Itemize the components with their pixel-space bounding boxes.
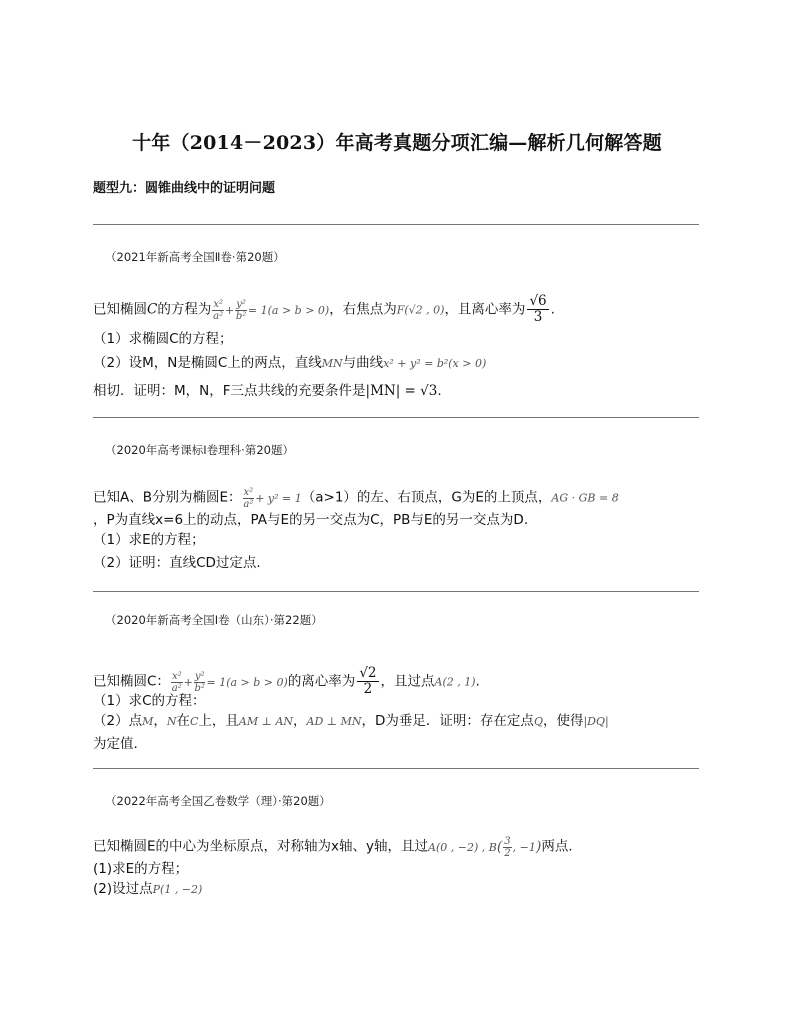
math: MN [321, 357, 343, 370]
text: ，D为垂足．证明：存在定点 [361, 713, 534, 729]
eccentricity-fraction: $\frac{√2}{2}$ [359, 665, 377, 697]
text: ，且离心率为 [444, 301, 526, 318]
math: M [142, 715, 154, 728]
divider [93, 224, 699, 225]
text: 在 [176, 713, 190, 729]
text: . [437, 383, 442, 399]
divider [93, 768, 699, 769]
math: Q [533, 715, 543, 728]
dot-product: AG · GB = 8 [551, 491, 619, 505]
section-subtitle: 题型九：圆锥曲线中的证明问题 [93, 181, 276, 196]
point: A(2 , 1) [434, 675, 476, 689]
problem-text: （1）求E的方程； [93, 532, 205, 548]
text: ，且过点 [380, 673, 435, 690]
text: 上，且 [198, 713, 239, 729]
math: AD ⊥ MN [306, 715, 362, 728]
text: 已知椭圆 [93, 301, 147, 318]
text: . [475, 673, 480, 690]
problem-text: (1)求E的方程； [93, 861, 189, 877]
text: . [550, 301, 555, 318]
math: N [166, 715, 177, 728]
text: 已知椭圆C： [93, 673, 170, 690]
ellipse-equation: $\frac{\text{x²}}{\text{a²}}$ + $\frac{\text{y²}}{\text{b²}}$ = 1(a > b > 0) [171, 671, 288, 694]
problem-source: （2021年新高考全国Ⅱ卷·第20题） [105, 250, 285, 264]
text: （2）点 [93, 713, 143, 729]
text: (2)设过点 [93, 881, 153, 897]
problem-source: （2022年高考全国乙卷数学（理）·第20题） [105, 794, 331, 808]
math: AM ⊥ AN [238, 715, 294, 728]
text: 的离心率为 [287, 673, 356, 690]
problem-text [93, 836, 573, 859]
divider [93, 591, 699, 592]
problem-text: （2）证明：直线CD过定点. [93, 555, 261, 571]
problem-source: （2020年新高考全国Ⅰ卷（山东）·第22题） [105, 613, 323, 627]
focus-point: F(√2 , 0) [396, 303, 445, 317]
problem-text: （1）求椭圆C的方程； [93, 331, 233, 347]
page-title: 十年（2014－2023）年高考真题分项汇编—解析几何解答题 [132, 132, 662, 154]
text: ， [153, 713, 167, 729]
problem-text: ，P为直线x=6上的动点，PA与E的另一交点为C，PB与E的另一交点为D. [93, 512, 529, 528]
math: C [189, 715, 199, 728]
point: P(1 , −2) [152, 883, 203, 896]
math: |MN| = √3 [365, 383, 438, 399]
text: 两点. [541, 838, 573, 855]
curve-equation: x² + y² = b²(x > 0) [383, 357, 487, 370]
math: |DQ| [583, 715, 609, 728]
ellipse-equation: $\frac{\text{x²}}{\text{a²}}$ + y² = 1 [243, 487, 302, 510]
problem-text [93, 382, 442, 400]
eccentricity-fraction: $\frac{√6}{3}$ [529, 293, 547, 325]
problem-text: （1）求C的方程： [93, 693, 206, 709]
text: 的方程为 [157, 301, 212, 318]
math: C [147, 301, 158, 318]
text: 相切．证明：M，N，F三点共线的充要条件是 [93, 383, 366, 399]
text: ， [293, 713, 307, 729]
problem-text [93, 354, 486, 373]
points: A(0 , −2) , B( $\frac{3}{2}$ , −1) [428, 836, 542, 859]
text: 已知A、B分别为椭圆E： [93, 489, 242, 506]
problem-text [93, 712, 609, 731]
text: ，右焦点为 [329, 301, 397, 318]
text: （2）设M，N是椭圆C上的两点，直线 [93, 355, 322, 371]
text: 与曲线 [342, 355, 384, 371]
text: ，使得 [542, 713, 584, 729]
problem-text [93, 487, 619, 510]
text: （a>1）的左、右顶点，G为E的上顶点， [301, 489, 552, 506]
ellipse-equation: $\frac{\text{x²}}{\text{a²}}$ + $\frac{\text{y²}}{\text{b²}}$ = 1(a > b > 0) [213, 299, 330, 322]
problem-text: 为定值. [93, 736, 138, 752]
problem-source: （2020年高考课标Ⅰ卷理科·第20题） [105, 443, 294, 457]
text: 已知椭圆E的中心为坐标原点，对称轴为x轴、y轴，且过 [93, 838, 429, 855]
problem-text [93, 880, 202, 899]
problem-text [93, 294, 555, 325]
divider [93, 417, 699, 418]
